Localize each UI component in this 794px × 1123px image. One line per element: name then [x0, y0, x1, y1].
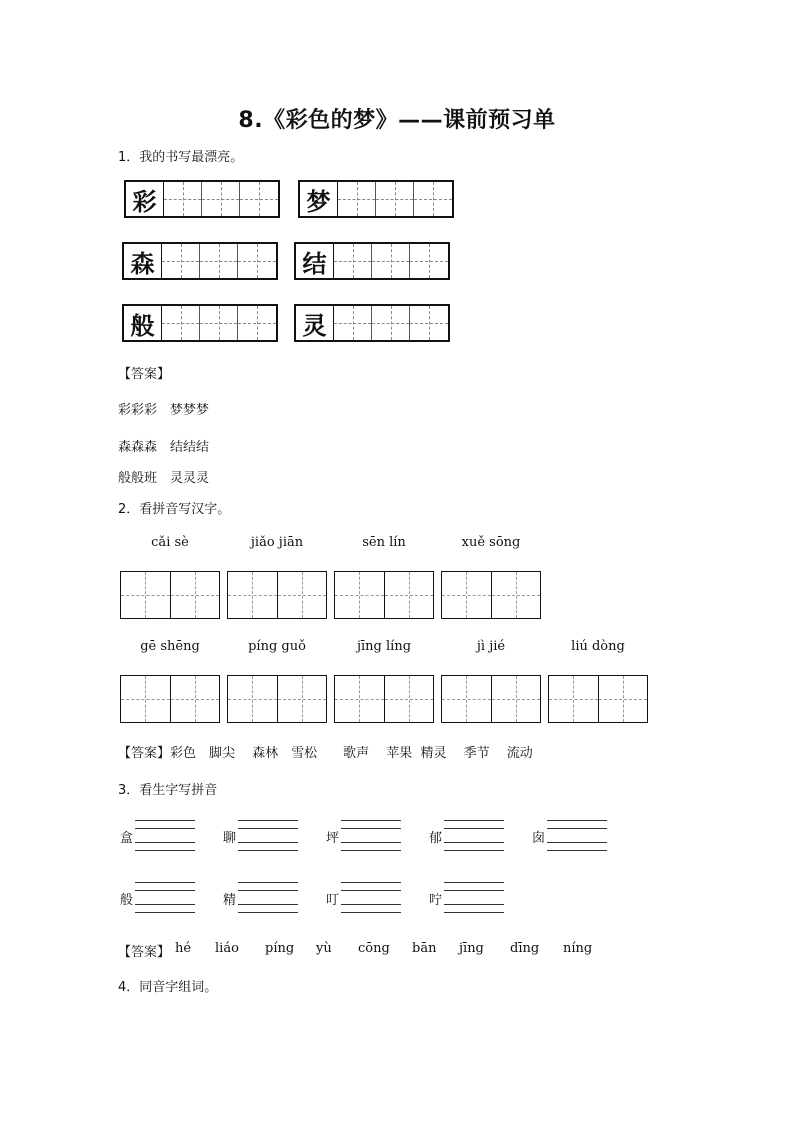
q1-model-char-cell — [124, 244, 162, 278]
page-title: 8.《彩色的梦》——课前预习单 — [238, 108, 556, 133]
q3-pinyin-writing-lines[interactable] — [444, 882, 504, 912]
q3-pinyin-writing-lines[interactable] — [547, 820, 607, 850]
q2-pinyin-row2: jīng líng — [356, 639, 412, 654]
q1-model-char-cell — [296, 244, 334, 278]
q1-model-char: 彩 — [132, 186, 157, 216]
q1-model-char-cell — [124, 306, 162, 340]
q1-answer-label: 【答案】 — [118, 367, 171, 382]
q2-answer-box[interactable] — [334, 571, 434, 619]
q2-pinyin-row2: píng guǒ — [248, 639, 306, 654]
q2-answer-box[interactable] — [441, 571, 541, 619]
q1-model-char: 灵 — [302, 310, 327, 340]
q3-answer-pinyin: níng — [563, 941, 593, 956]
q1-grid-row — [124, 180, 280, 218]
q1-model-char-cell — [126, 182, 164, 216]
q3-answer-pinyin: hé — [175, 941, 192, 956]
q3-answer-pinyin: yù — [316, 941, 332, 956]
q3-pinyin-writing-lines[interactable] — [341, 882, 401, 912]
question-1-label: 1．我的书写最漂亮。 — [118, 150, 244, 165]
q2-pinyin-row1: jiǎo jiān — [250, 535, 304, 550]
q1-practice-cell[interactable] — [200, 306, 238, 340]
q2-pinyin-row1: xuě sōng — [461, 535, 521, 550]
q3-answer-pinyin: jīng — [459, 941, 484, 956]
q2-answer-box[interactable] — [441, 675, 541, 723]
q3-char: 聊 — [223, 831, 237, 846]
q3-char: 囱 — [532, 831, 546, 846]
q3-char: 坪 — [326, 831, 340, 846]
q3-answer-pinyin: cōng — [358, 941, 390, 956]
q1-practice-cell[interactable] — [238, 244, 276, 278]
q3-answer-label: 【答案】 — [118, 945, 171, 960]
q3-answer-pinyin: píng — [265, 941, 295, 956]
q3-char: 精 — [223, 893, 237, 908]
q2-answer-box[interactable] — [227, 675, 327, 723]
q1-model-char: 结 — [302, 248, 327, 278]
q2-pinyin-row1: sēn lín — [362, 535, 406, 550]
q1-practice-cell[interactable] — [240, 182, 278, 216]
q3-answer-pinyin: dīng — [510, 941, 540, 956]
q1-grid-row — [122, 242, 278, 280]
q3-pinyin-writing-lines[interactable] — [341, 820, 401, 850]
q1-answer-line-3: 般般班 灵灵灵 — [118, 471, 210, 486]
q1-practice-cell[interactable] — [164, 182, 202, 216]
q3-pinyin-writing-lines[interactable] — [135, 820, 195, 850]
q1-grid-row — [294, 242, 450, 280]
q1-practice-cell[interactable] — [334, 244, 372, 278]
q3-answer-pinyin: liáo — [215, 941, 239, 956]
q1-grid-row — [122, 304, 278, 342]
q3-char: 咛 — [429, 893, 443, 908]
q2-answer: 【答案】彩色 脚尖 森林 雪松 歌声 苹果 精灵 季节 流动 — [118, 746, 533, 761]
q1-model-char-cell — [300, 182, 338, 216]
q1-practice-cell[interactable] — [376, 182, 414, 216]
q1-practice-cell[interactable] — [334, 306, 372, 340]
q3-char: 盒 — [120, 831, 134, 846]
q2-answer-box[interactable] — [227, 571, 327, 619]
q1-model-char-cell — [296, 306, 334, 340]
q1-answer-line-1: 彩彩彩 梦梦梦 — [118, 403, 210, 418]
q2-pinyin-row2: liú dòng — [571, 639, 625, 654]
q3-pinyin-writing-lines[interactable] — [238, 882, 298, 912]
q1-practice-cell[interactable] — [410, 244, 448, 278]
q1-grid-row — [298, 180, 454, 218]
q1-answer-line-2: 森森森 结结结 — [118, 440, 210, 455]
q3-char: 叮 — [326, 893, 340, 908]
q1-practice-cell[interactable] — [410, 306, 448, 340]
q1-practice-cell[interactable] — [162, 306, 200, 340]
q1-practice-cell[interactable] — [414, 182, 452, 216]
q2-pinyin-row1: cǎi sè — [151, 535, 189, 550]
q1-practice-cell[interactable] — [372, 306, 410, 340]
q3-char: 郁 — [429, 831, 443, 846]
question-4-label: 4．同音字组词。 — [118, 980, 218, 995]
q2-answer-box[interactable] — [548, 675, 648, 723]
q1-practice-cell[interactable] — [162, 244, 200, 278]
q3-pinyin-writing-lines[interactable] — [238, 820, 298, 850]
q1-practice-cell[interactable] — [202, 182, 240, 216]
q2-answer-box[interactable] — [120, 675, 220, 723]
q3-pinyin-writing-lines[interactable] — [444, 820, 504, 850]
question-3-label: 3．看生字写拼音 — [118, 783, 218, 798]
q2-answer-box[interactable] — [334, 675, 434, 723]
q1-practice-cell[interactable] — [372, 244, 410, 278]
q1-model-char: 般 — [130, 310, 155, 340]
q2-pinyin-row2: gē shēng — [140, 639, 200, 654]
q2-pinyin-row2: jì jié — [476, 639, 506, 654]
q1-practice-cell[interactable] — [338, 182, 376, 216]
question-2-label: 2．看拼音写汉字。 — [118, 502, 231, 517]
q3-pinyin-writing-lines[interactable] — [135, 882, 195, 912]
q3-answer-pinyin: bān — [412, 941, 437, 956]
q1-practice-cell[interactable] — [200, 244, 238, 278]
q1-model-char: 梦 — [306, 186, 331, 216]
q1-model-char: 森 — [130, 248, 155, 278]
q3-char: 般 — [120, 893, 134, 908]
q2-answer-box[interactable] — [120, 571, 220, 619]
q1-practice-cell[interactable] — [238, 306, 276, 340]
q1-grid-row — [294, 304, 450, 342]
